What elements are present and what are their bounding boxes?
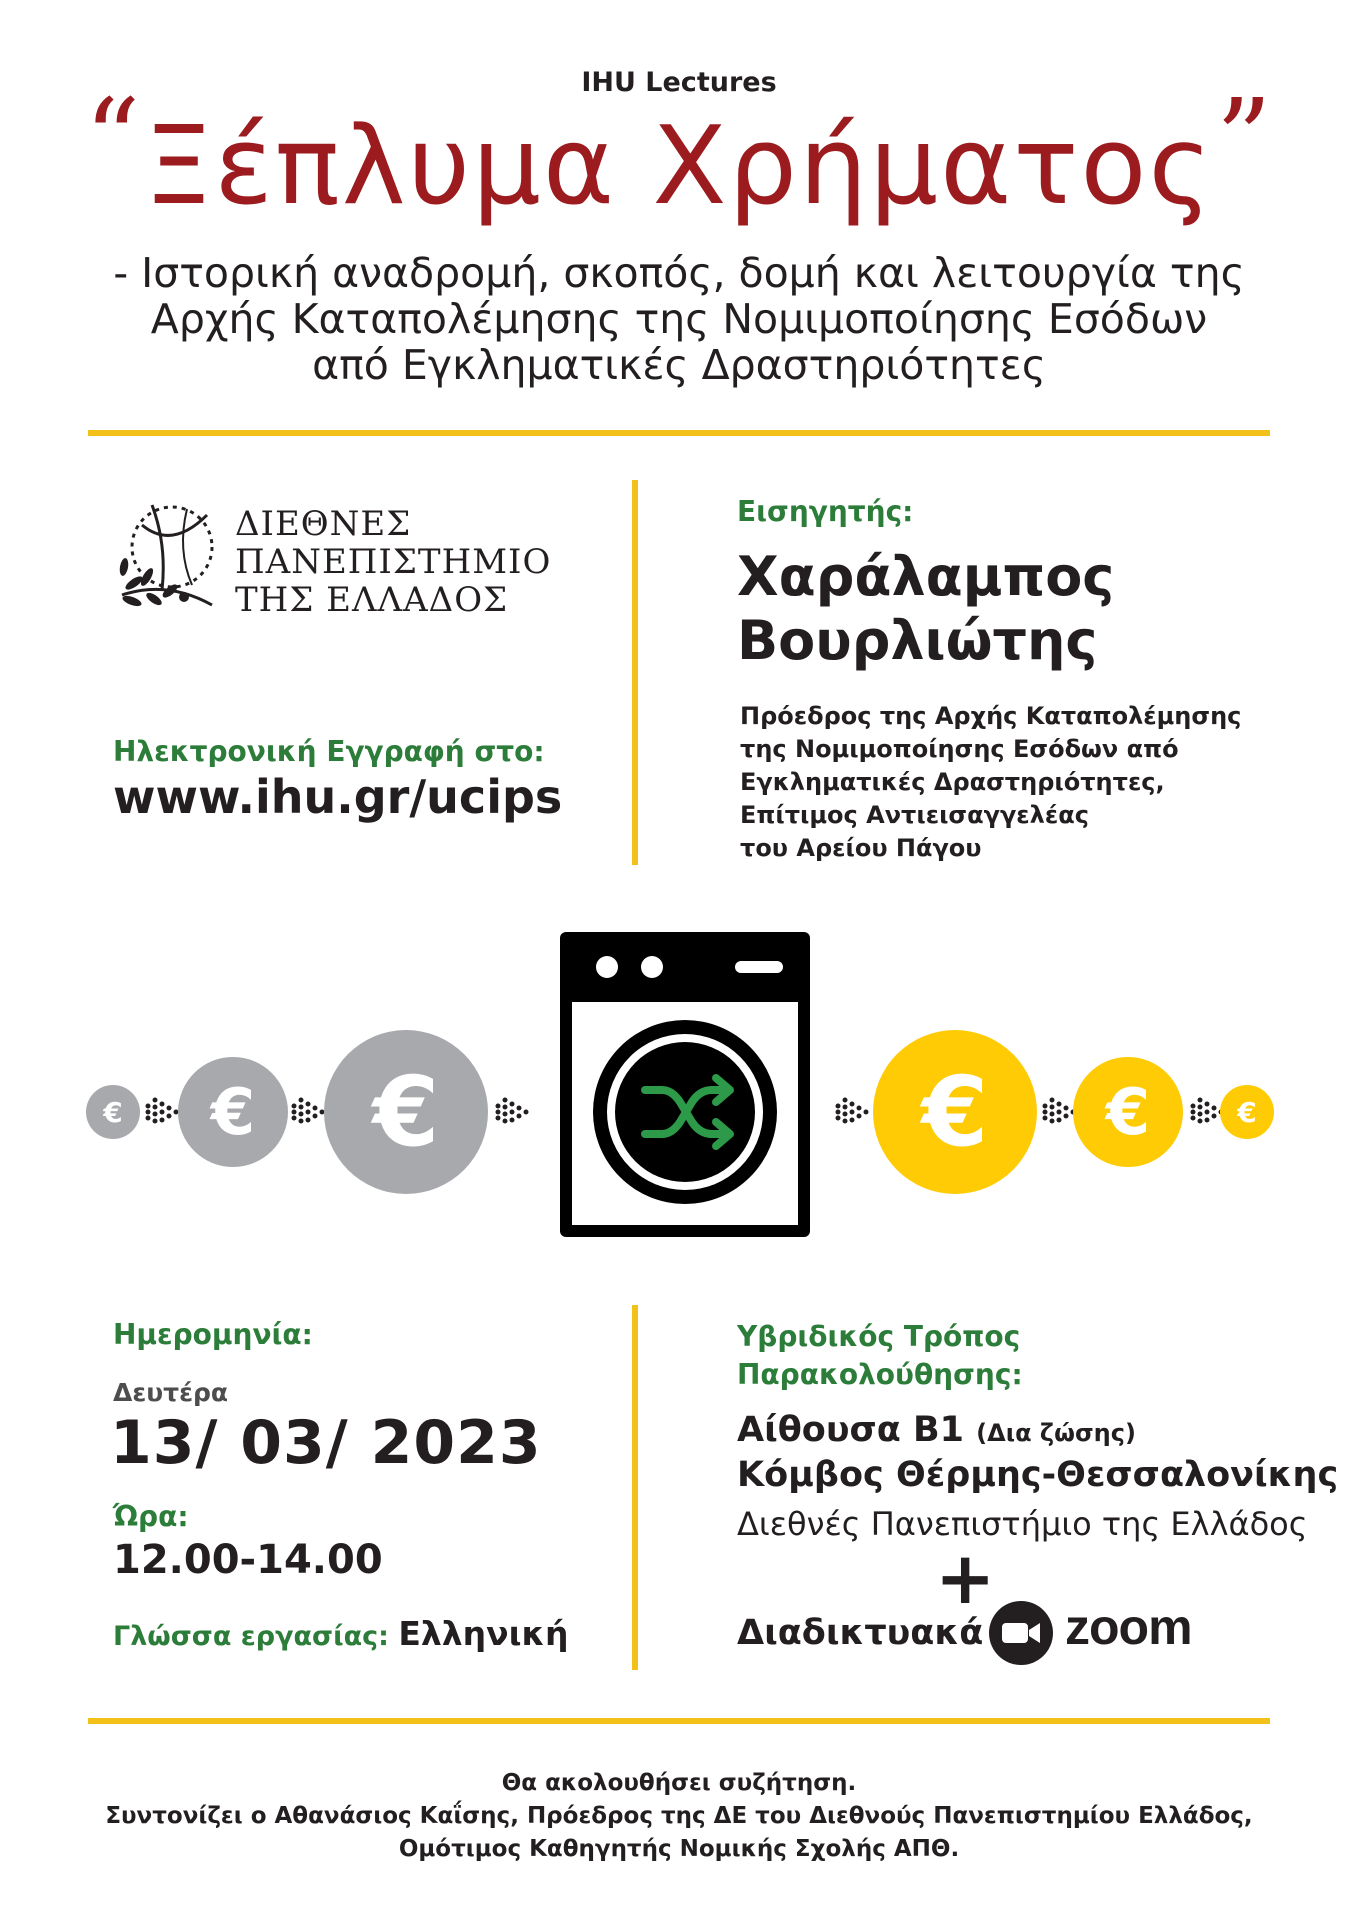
speaker-label: Εισηγητής:: [737, 495, 914, 528]
registration-link[interactable]: www.ihu.gr/ucips: [113, 770, 563, 824]
zoom-logo-text: zoom: [1065, 1599, 1192, 1655]
arrow-dots-icon: [146, 1098, 179, 1124]
coin-symbol: €: [210, 1076, 256, 1150]
coin-symbol: €: [1105, 1076, 1151, 1150]
arrow-dots-icon: [496, 1098, 529, 1124]
top-divider: [88, 430, 1270, 436]
date-label: Ημερομηνία:: [113, 1318, 313, 1351]
day-of-week: Δευτέρα: [113, 1378, 229, 1407]
time-label: Ώρα:: [113, 1500, 189, 1533]
online-label: Διαδικτυακά: [737, 1613, 984, 1653]
subtitle-line: Αρχής Καταπολέμησης της Νομιμοποίησης Εσόδων: [150, 295, 1208, 343]
speaker-desc-line: Πρόεδρος της Αρχής Καταπολέμησης: [740, 702, 1242, 730]
footer-line: Συντονίζει ο Αθανάσιος Καΐσης, Πρόεδρος της ΔΕ του Διεθνούς Πανεπιστημίου Ελλάδος,: [105, 1803, 1253, 1829]
campus-name: Κόμβος Θέρμης-Θεσσαλονίκης: [737, 1455, 1339, 1495]
bottom-divider: [88, 1718, 1270, 1724]
university-logo-icon: [112, 495, 232, 615]
language-value: Ελληνική: [398, 1614, 569, 1653]
zoom-camera-icon: [988, 1600, 1054, 1666]
speaker-description: [740, 700, 1241, 865]
coin-yellow-large: [873, 1030, 1037, 1194]
footer-line: Θα ακολουθήσει συζήτηση.: [501, 1770, 857, 1796]
quote-open: “: [84, 75, 143, 203]
page-title-text: Ξέπλυμα Χρήματος: [144, 104, 1214, 229]
logo-line: ΤΗΣ ΕΛΛΑΔΟΣ: [235, 580, 509, 620]
coin-grey-large: [324, 1030, 488, 1194]
university-logo-text: [235, 505, 551, 619]
coin-yellow-small: [1220, 1085, 1274, 1139]
university-name: Διεθνές Πανεπιστήμιο της Ελλάδος: [737, 1505, 1308, 1543]
quote-close: ”: [1215, 75, 1274, 203]
coin-symbol: €: [103, 1096, 123, 1129]
room-note: (Δια ζώσης): [976, 1419, 1136, 1447]
language-row: [113, 1614, 568, 1653]
coin-symbol: €: [921, 1056, 989, 1168]
vertical-divider-top: [632, 480, 638, 865]
logo-line: ΔΙΕΘΝΕΣ: [235, 504, 412, 544]
attendance-label-line: Παρακολούθησης:: [737, 1358, 1023, 1391]
money-laundering-illustration: [0, 910, 1358, 1250]
speaker-name: [737, 545, 1114, 673]
registration-label: Ηλεκτρονική Εγγραφή στο:: [113, 735, 545, 768]
event-date: 13/ 03/ 2023: [110, 1408, 542, 1478]
arrow-dots-icon: [836, 1098, 869, 1124]
speaker-desc-line: της Νομιμοποίησης Εσόδων από: [740, 735, 1179, 763]
arrow-dots-icon: [1043, 1098, 1076, 1124]
room-row: [737, 1410, 1136, 1450]
speaker-desc-line: Εγκληματικές Δραστηριότητες,: [740, 768, 1165, 796]
series-label: IHU Lectures: [581, 67, 777, 98]
attendance-label: [737, 1318, 1023, 1394]
speaker-name-line: Βουρλιώτης: [737, 609, 1098, 672]
footer: [0, 1767, 1358, 1866]
subtitle-line: - Ιστορική αναδρομή, σκοπός, δομή και λειτουργία της: [113, 249, 1245, 297]
language-label: Γλώσσα εργασίας:: [113, 1621, 389, 1652]
vertical-divider-bottom: [632, 1305, 638, 1670]
speaker-desc-line: Επίτιμος Αντιεισαγγελέας: [740, 801, 1089, 829]
attendance-label-line: Υβριδικός Τρόπος: [737, 1320, 1021, 1353]
coin-symbol: €: [1237, 1096, 1257, 1129]
plus-sign: +: [935, 1536, 996, 1620]
subtitle: [80, 250, 1278, 388]
footer-line: Ομότιμος Καθηγητής Νομικής Σχολής ΑΠΘ.: [398, 1836, 960, 1862]
coin-symbol: €: [372, 1056, 440, 1168]
arrow-dots-icon: [292, 1098, 325, 1124]
coin-grey-medium: [178, 1057, 288, 1167]
arrow-dots-icon: [1191, 1098, 1224, 1124]
washing-machine-icon: [560, 932, 810, 1237]
coin-grey-small: [86, 1085, 140, 1139]
room-name: Αίθουσα Β1: [737, 1410, 964, 1450]
subtitle-line: από Εγκληματικές Δραστηριότητες: [312, 341, 1046, 389]
speaker-name-line: Χαράλαμπος: [737, 545, 1115, 608]
logo-line: ΠΑΝΕΠΙΣΤΗΜΙΟ: [235, 542, 552, 582]
speaker-desc-line: του Αρείου Πάγου: [740, 834, 982, 862]
coin-yellow-medium: [1073, 1057, 1183, 1167]
event-time: 12.00-14.00: [113, 1537, 383, 1583]
